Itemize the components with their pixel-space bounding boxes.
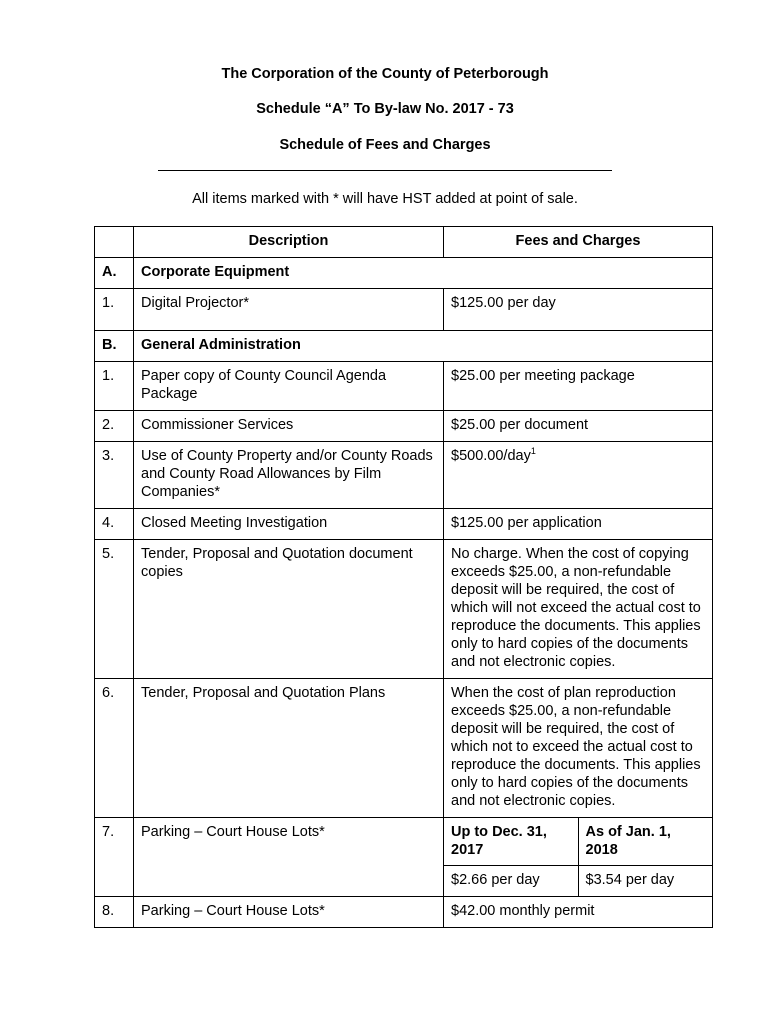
row-fee: $42.00 monthly permit xyxy=(444,897,713,928)
row-number: 8. xyxy=(95,897,134,928)
fees-table xyxy=(94,226,713,928)
rate-value-1: $2.66 per day xyxy=(444,866,578,897)
row-number: 2. xyxy=(95,411,134,442)
row-fee xyxy=(444,442,713,509)
table-row xyxy=(95,362,713,411)
row-fee: $125.00 per application xyxy=(444,509,713,540)
section-row-a xyxy=(95,258,713,289)
header-blank-cell xyxy=(95,227,134,258)
document-title: The Corporation of the County of Peterborough xyxy=(221,66,549,82)
rate-period-head-2: As of Jan. 1, 2018 xyxy=(578,818,712,866)
parking-rate-values xyxy=(444,866,712,897)
row-number: 5. xyxy=(95,540,134,679)
schedule-heading: Schedule of Fees and Charges xyxy=(279,137,491,153)
section-letter: B. xyxy=(95,331,134,362)
row-description: Parking – Court House Lots* xyxy=(134,897,444,928)
footnote-marker: 1 xyxy=(530,446,536,457)
table-row xyxy=(95,818,713,897)
row-number: 1. xyxy=(95,289,134,331)
table-row xyxy=(95,509,713,540)
section-row-b xyxy=(95,331,713,362)
table-row xyxy=(95,289,713,331)
rate-period-head-1: Up to Dec. 31, 2017 xyxy=(444,818,578,866)
section-letter: A. xyxy=(95,258,134,289)
row-number: 1. xyxy=(95,362,134,411)
table-row xyxy=(95,442,713,509)
parking-rate-table xyxy=(444,818,712,896)
column-header-description: Description xyxy=(134,227,444,258)
header-divider xyxy=(158,170,612,171)
row-description: Tender, Proposal and Quotation Plans xyxy=(134,679,444,818)
rate-value-2: $3.54 per day xyxy=(585,872,675,888)
row-fee: $125.00 per day xyxy=(444,289,713,331)
row-description: Parking – Court House Lots* xyxy=(134,818,444,897)
table-row xyxy=(95,411,713,442)
row-fee-split xyxy=(444,818,713,897)
row-fee: When the cost of plan reproduction exceeds $25.00, a non-refundable deposit will be required, the cost of which not to exceed the actual cost to reproduce the documents. This applies only to hard copies of the documents and not electronic copies. xyxy=(444,679,713,818)
hst-note: All items marked with * will have HST added at point of sale. xyxy=(192,191,578,207)
table-row xyxy=(95,897,713,928)
document-subtitle: Schedule “A” To By-law No. 2017 - 73 xyxy=(256,101,514,117)
row-description: Use of County Property and/or County Roads and County Road Allowances by Film Companies* xyxy=(134,442,444,509)
row-description: Commissioner Services xyxy=(134,411,444,442)
column-header-fees: Fees and Charges xyxy=(444,227,713,258)
row-fee: $25.00 per document xyxy=(444,411,713,442)
parking-rate-heads xyxy=(444,818,712,866)
section-title: General Administration xyxy=(134,331,713,362)
section-title: Corporate Equipment xyxy=(134,258,713,289)
row-description: Digital Projector* xyxy=(134,289,444,331)
fee-text: $500.00/day xyxy=(451,448,531,464)
row-description: Paper copy of County Council Agenda Package xyxy=(134,362,444,411)
row-number: 3. xyxy=(95,442,134,509)
row-description: Tender, Proposal and Quotation document copies xyxy=(134,540,444,679)
table-header-row xyxy=(95,227,713,258)
table-row xyxy=(95,540,713,679)
row-fee: $25.00 per meeting package xyxy=(444,362,713,411)
row-description: Closed Meeting Investigation xyxy=(134,509,444,540)
row-number: 4. xyxy=(95,509,134,540)
row-fee: No charge. When the cost of copying exceeds $25.00, a non-refundable deposit will be required, the cost of which will not exceed the actual cost to reproduce the documents. This applies only to hard copies of the documents and not electronic copies. xyxy=(444,540,713,679)
table-row xyxy=(95,679,713,818)
row-number: 6. xyxy=(95,679,134,818)
row-number: 7. xyxy=(95,818,134,897)
